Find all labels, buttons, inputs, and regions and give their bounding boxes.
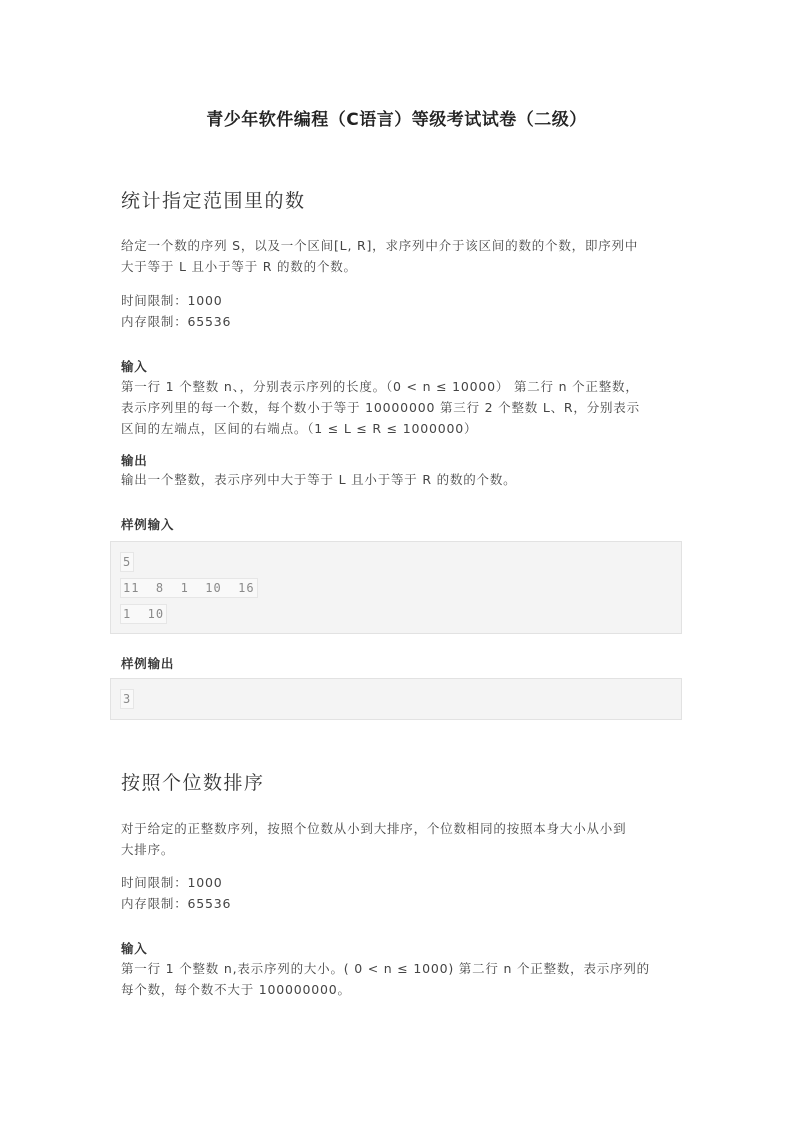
problem-1-title: 统计指定范围里的数 (121, 190, 306, 212)
memory-limit: 内存限制：65536 (121, 314, 232, 329)
problem-1-input-label: 输入 (121, 359, 148, 374)
description-line: 大于等于 L 且小于等于 R 的数的个数。 (121, 259, 357, 274)
time-limit: 时间限制：1000 (121, 293, 223, 308)
input-line: 表示序列里的每一个数，每个数小于等于 10000000 第三行 2 个整数 L、R，分别表示 (121, 400, 640, 415)
problem-1-input-text (121, 376, 676, 439)
input-line: 区间的左端点，区间的右端点。（1 ≤ L ≤ R ≤ 1000000） (121, 421, 478, 436)
input-line: 每个数，每个数不大于 100000000。 (121, 982, 351, 997)
problem-1-sample-input-label: 样例输入 (121, 517, 175, 532)
sample-input-line: 11 8 1 10 16 (120, 578, 258, 598)
problem-1-output-label: 输出 (121, 453, 148, 468)
sample-output-box (110, 678, 682, 720)
output-line: 输出一个整数，表示序列中大于等于 L 且小于等于 R 的数的个数。 (121, 472, 517, 487)
description-line: 给定一个数的序列 S，以及一个区间[L, R]，求序列中介于该区间的数的个数，即序列中 (121, 238, 639, 253)
input-line: 第一行 1 个整数 n,表示序列的大小。( 0 < n ≤ 1000) 第二行 n 个正整数，表示序列的 (121, 961, 650, 976)
memory-limit: 内存限制：65536 (121, 896, 232, 911)
problem-2-input-text (121, 958, 676, 1000)
sample-input-box (110, 541, 682, 634)
problem-2-limits (121, 872, 676, 914)
sample-input-line: 5 (120, 552, 134, 572)
time-limit: 时间限制：1000 (121, 875, 223, 890)
problem-1-sample-output-label: 样例输出 (121, 656, 175, 671)
description-line: 对于给定的正整数序列，按照个位数从小到大排序，个位数相同的按照本身大小从小到 (121, 821, 627, 836)
problem-2-title: 按照个位数排序 (121, 772, 265, 794)
problem-2-description (121, 818, 676, 860)
problem-1-description (121, 235, 676, 277)
document-title: 青少年软件编程（C语言）等级考试试卷（二级） (206, 110, 587, 130)
sample-output-line: 3 (120, 689, 134, 709)
sample-input-line: 1 10 (120, 604, 167, 624)
description-line: 大排序。 (121, 842, 175, 857)
problem-1-limits (121, 290, 676, 332)
input-line: 第一行 1 个整数 n、，分别表示序列的长度。（0 < n ≤ 10000） 第二行 n 个正整数， (121, 379, 639, 394)
problem-2-input-label: 输入 (121, 941, 148, 956)
problem-1-output-text (121, 469, 676, 490)
